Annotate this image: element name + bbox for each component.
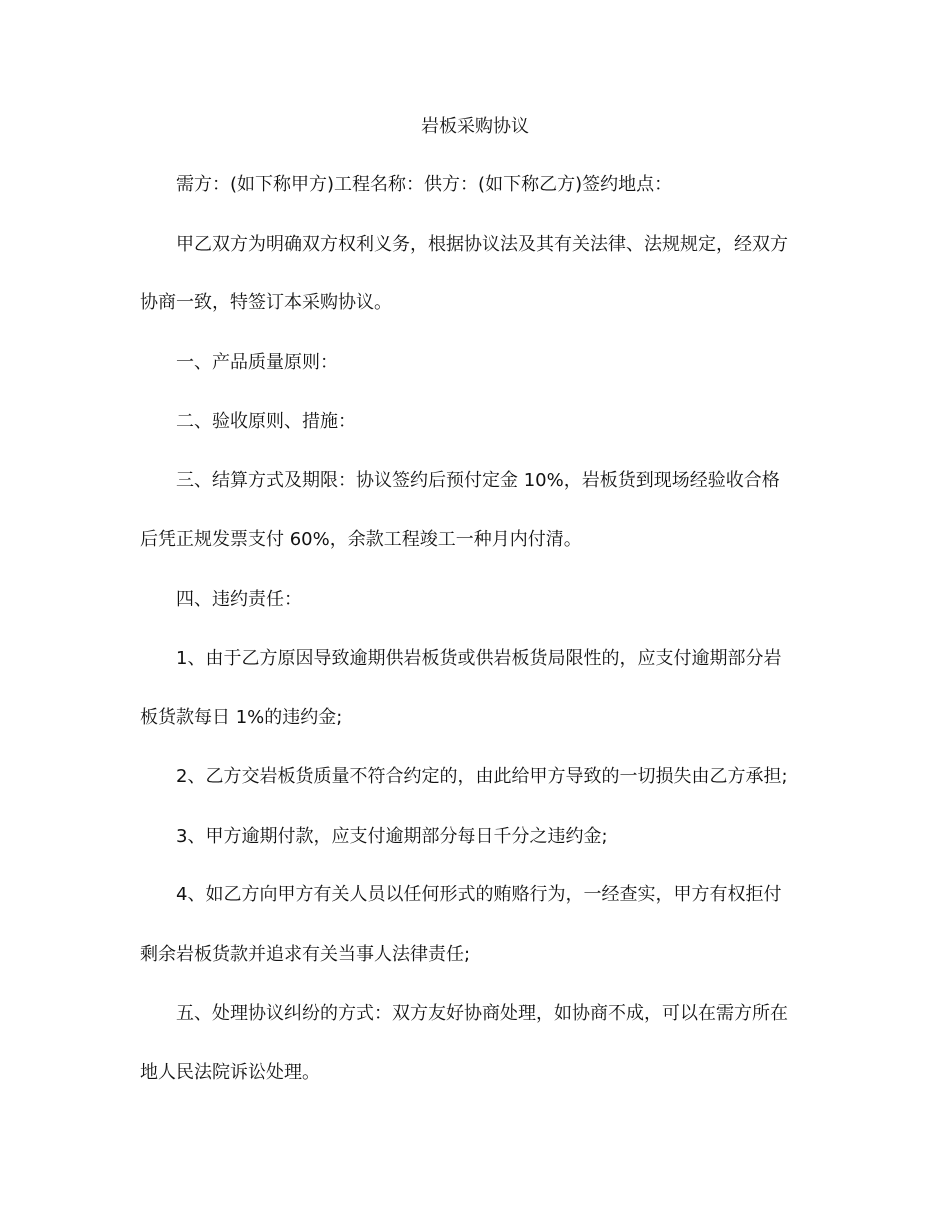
section-quality-heading: 一、产品质量原则：	[176, 352, 338, 373]
liability-item-1-line-2: 板货款每日 1%的违约金;	[140, 707, 343, 728]
liability-item-4-line-2: 剩余岩板货款并追求有关当事人法律责任;	[140, 944, 471, 965]
liability-item-1-line-1: 1、由于乙方原因导致逾期供岩板货或供岩板货局限性的，应支付逾期部分岩	[176, 648, 782, 669]
section-dispute-line-1: 五、处理协议纠纷的方式：双方友好协商处理，如协商不成，可以在需方所在	[176, 1003, 788, 1024]
section-settlement-line-2: 后凭正规发票支付 60%，余款工程竣工一种月内付清。	[140, 529, 582, 550]
document-title: 岩板采购协议	[421, 116, 529, 137]
liability-item-4-line-1: 4、如乙方向甲方有关人员以任何形式的贿赂行为，一经查实，甲方有权拒付	[176, 884, 782, 905]
parties-line: 需方：(如下称甲方)工程名称：供方：(如下称乙方)签约地点：	[176, 174, 673, 195]
section-dispute-line-2: 地人民法院诉讼处理。	[140, 1062, 320, 1083]
preamble-line-2: 协商一致，特签订本采购协议。	[140, 292, 392, 313]
section-settlement-line-1: 三、结算方式及期限：协议签约后预付定金 10%，岩板货到现场经验收合格	[176, 470, 780, 491]
liability-item-3: 3、甲方逾期付款，应支付逾期部分每日千分之违约金;	[176, 826, 608, 847]
section-liability-heading: 四、违约责任：	[176, 589, 302, 610]
liability-item-2: 2、乙方交岩板货质量不符合约定的，由此给甲方导致的一切损失由乙方承担;	[176, 766, 788, 787]
preamble-line-1: 甲乙双方为明确双方权利义务，根据协议法及其有关法律、法规规定，经双方	[176, 234, 788, 255]
section-acceptance-heading: 二、验收原则、措施：	[176, 411, 356, 432]
